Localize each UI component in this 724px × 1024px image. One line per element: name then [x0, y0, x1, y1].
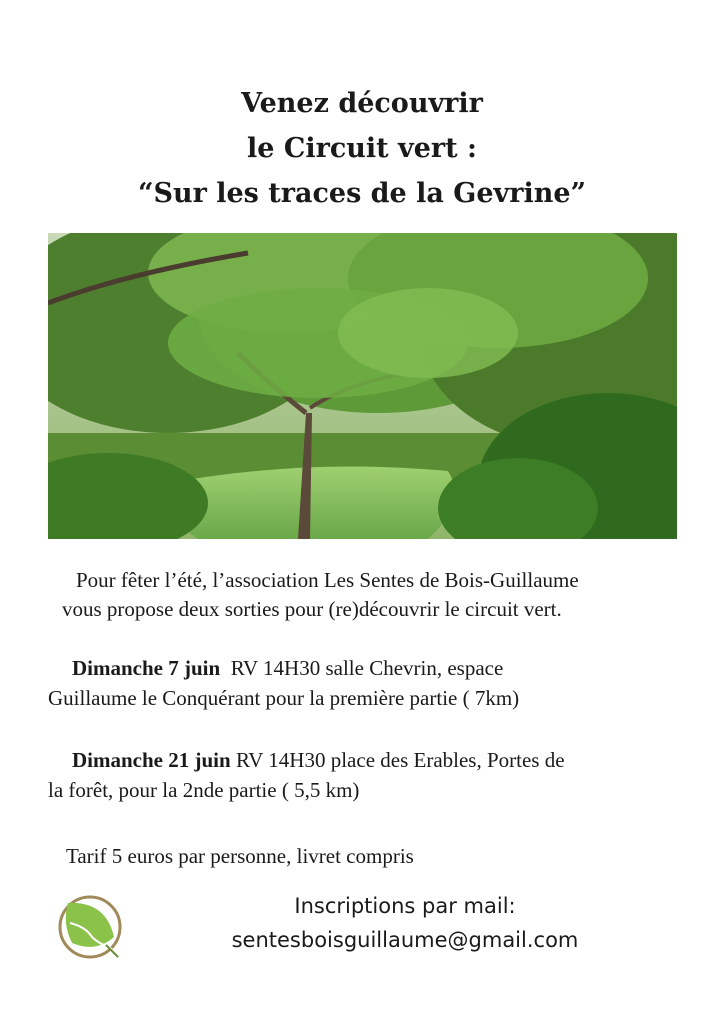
event-2-details: RV 14H30 place des Erables, Portes de — [235, 748, 565, 772]
association-leaf-logo — [56, 893, 124, 961]
title-line-1: Venez découvrir — [241, 88, 483, 119]
contact-label: Inscriptions par mail: — [294, 894, 516, 918]
pond-trees-photo — [48, 233, 677, 539]
title-line-2: le Circuit vert : — [247, 133, 477, 164]
event-1-date: Dimanche 7 juin — [72, 656, 221, 680]
contact-email[interactable]: sentesboisguillaume@gmail.com — [231, 928, 579, 952]
event-1-line-2: Guillaume le Conquérant pour la première partie ( 7km) — [48, 686, 520, 710]
event-2-line-2: la forêt, pour la 2nde partie ( 5,5 km) — [48, 778, 360, 802]
intro-line-1: Pour fêter l’été, l’association Les Sentes de Bois-Guillaume — [76, 568, 579, 592]
event-1-line-1 — [72, 654, 503, 683]
price-line: Tarif 5 euros par personne, livret compris — [66, 844, 414, 868]
intro-line-2: vous propose deux sorties pour (re)découvrir le circuit vert. — [62, 597, 562, 621]
event-2-date: Dimanche 21 juin — [72, 748, 231, 772]
event-2-line-1 — [72, 746, 565, 775]
event-1-details: RV 14H30 salle Chevrin, espace — [230, 656, 504, 680]
title-line-3: “Sur les traces de la Gevrine” — [137, 178, 587, 209]
